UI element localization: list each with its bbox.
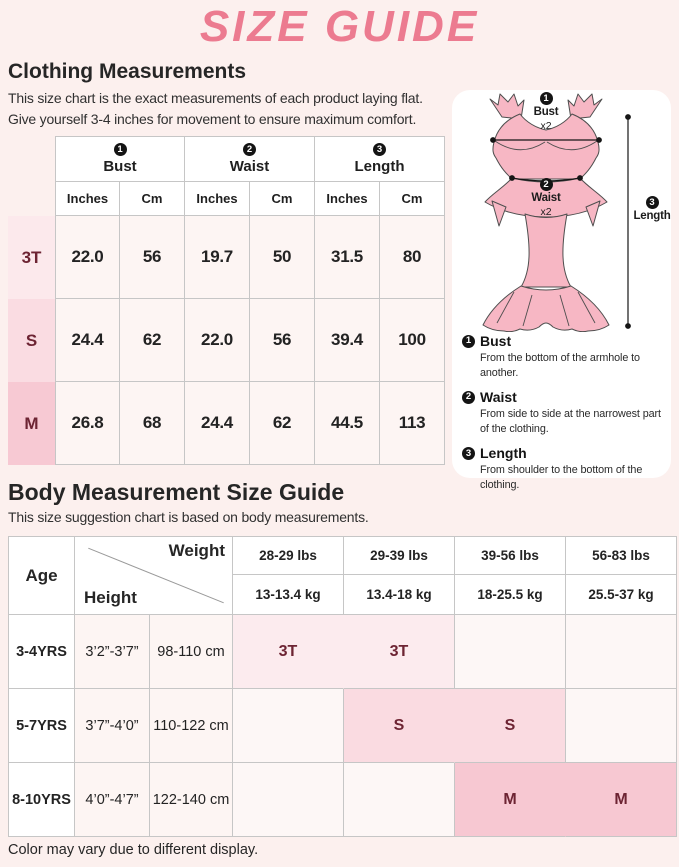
weight-lbs-header-row [8, 536, 677, 575]
value-cell: 68 [120, 382, 185, 465]
height-ft-cell: 3’2”-3’7” [75, 615, 150, 689]
age-cell: 5-7YRS [8, 689, 75, 763]
bust-diagram-label: 1 Bust x2 [533, 92, 559, 132]
circled-1-icon: 1 [114, 143, 127, 156]
size-recommendation-cell [455, 615, 566, 689]
length-diagram-label: 3 Length [633, 196, 671, 222]
size-cell: S [8, 299, 55, 382]
height-cm-cell: 110-122 cm [150, 689, 233, 763]
value-cell: 56 [120, 216, 185, 299]
bust-column-header [55, 136, 185, 182]
waist-column-label: Waist [229, 158, 270, 175]
circled-1-icon: 1 [540, 92, 553, 105]
value-cell: 62 [120, 299, 185, 382]
value-cell: 56 [250, 299, 315, 382]
weight-lbs-header: 28-29 lbs [233, 536, 344, 575]
page-title: SIZE GUIDE [199, 2, 480, 51]
size-recommendation-cell: M [455, 763, 566, 837]
unit-header: Inches [315, 182, 380, 216]
value-cell: 24.4 [55, 299, 120, 382]
circled-2-icon: 2 [243, 143, 256, 156]
size-recommendation-cell [566, 615, 677, 689]
height-label: Height [84, 588, 137, 607]
value-cell: 22.0 [55, 216, 120, 299]
measurement-definitions [462, 333, 665, 501]
age-cell: 8-10YRS [8, 763, 75, 837]
unit-header: Cm [380, 182, 445, 216]
weight-lbs-header: 39-56 lbs [455, 536, 566, 575]
value-cell: 31.5 [315, 216, 380, 299]
size-recommendation-cell [344, 763, 455, 837]
value-cell: 39.4 [315, 299, 380, 382]
body-measurement-table [8, 536, 677, 837]
circled-3-icon: 3 [373, 143, 386, 156]
age-header-cell: Age [8, 536, 75, 615]
definition-text: From the bottom of the armhole to another. [480, 352, 640, 379]
weight-kg-header: 18-25.5 kg [455, 575, 566, 615]
bust-column-label: Bust [103, 158, 137, 175]
height-ft-cell: 3’7”-4’0” [75, 689, 150, 763]
weight-kg-header: 25.5-37 kg [566, 575, 677, 615]
length-column-label: Length [354, 158, 405, 175]
size-recommendation-cell [566, 689, 677, 763]
table-row-s [8, 299, 445, 382]
length-definition [462, 445, 665, 492]
value-cell: 19.7 [185, 216, 250, 299]
height-cm-cell: 98-110 cm [150, 615, 233, 689]
clothing-measurements-heading: Clothing Measurements [8, 60, 247, 83]
unit-header-row [8, 182, 445, 216]
circled-3-icon: 3 [646, 196, 659, 209]
value-cell: 62 [250, 382, 315, 465]
corner-spacer [8, 136, 55, 182]
clothing-description [8, 88, 423, 130]
weight-kg-header: 13.4-18 kg [344, 575, 455, 615]
table-row-3-4yrs [8, 615, 677, 689]
height-cm-cell: 122-140 cm [150, 763, 233, 837]
unit-header: Cm [250, 182, 315, 216]
size-cell: M [8, 382, 55, 465]
size-recommendation-cell [233, 763, 344, 837]
size-recommendation-cell: 3T [233, 615, 344, 689]
clothing-description-line1: This size chart is the exact measurements of each product laying flat. [8, 90, 423, 106]
definition-term: Waist [480, 389, 517, 406]
definition-term: Bust [480, 333, 512, 349]
height-ft-cell: 4’0”-4’7” [75, 763, 150, 837]
measurement-diagram-card [452, 90, 671, 491]
weight-kg-header: 13-13.4 kg [233, 575, 344, 615]
unit-header: Inches [185, 182, 250, 216]
circled-3-icon: 3 [462, 447, 475, 460]
circled-2-icon: 2 [540, 178, 553, 191]
size-recommendation-cell: S [455, 689, 566, 763]
color-disclaimer: Color may vary due to different display. [8, 842, 259, 858]
value-cell: 80 [380, 216, 445, 299]
clothing-description-line2: Give yourself 3-4 inches for movement to ensure maximum comfort. [8, 111, 417, 127]
value-cell: 113 [380, 382, 445, 465]
tail-fin [483, 286, 609, 332]
age-cell: 3-4YRS [8, 615, 75, 689]
value-cell: 100 [380, 299, 445, 382]
waist-column-header [185, 136, 315, 182]
body-measurement-heading: Body Measurement Size Guide [8, 479, 345, 505]
definition-text: From side to side at the narrowest part of the clothing. [480, 408, 661, 435]
unit-header: Inches [55, 182, 120, 216]
value-cell: 44.5 [315, 382, 380, 465]
bust-definition [462, 333, 665, 380]
size-cell: 3T [8, 216, 55, 299]
table-row-5-7yrs [8, 689, 677, 763]
clothing-measurements-table [8, 136, 445, 465]
definition-text: From shoulder to the bottom of the clothing. [480, 464, 643, 491]
group-header-row [8, 136, 445, 182]
size-recommendation-cell: 3T [344, 615, 455, 689]
circled-1-icon: 1 [462, 335, 475, 348]
value-cell: 24.4 [185, 382, 250, 465]
weight-label: Weight [168, 541, 225, 560]
unit-header: Cm [120, 182, 185, 216]
value-cell: 26.8 [55, 382, 120, 465]
length-column-header [315, 136, 445, 182]
definition-term: Length [480, 445, 527, 462]
size-recommendation-cell: M [566, 763, 677, 837]
waist-diagram-label: 2 Waist x2 [531, 178, 561, 218]
size-recommendation-cell: S [344, 689, 455, 763]
height-weight-header-cell [75, 536, 233, 615]
table-row-3t [8, 216, 445, 299]
table-row-m [8, 382, 445, 465]
size-recommendation-cell [233, 689, 344, 763]
value-cell: 22.0 [185, 299, 250, 382]
body-measurement-description: This size suggestion chart is based on body measurements. [8, 509, 369, 525]
waist-definition [462, 389, 665, 436]
circled-2-icon: 2 [462, 391, 475, 404]
table-row-8-10yrs [8, 763, 677, 837]
value-cell: 50 [250, 216, 315, 299]
weight-lbs-header: 56-83 lbs [566, 536, 677, 575]
weight-lbs-header: 29-39 lbs [344, 536, 455, 575]
tail [521, 214, 571, 287]
